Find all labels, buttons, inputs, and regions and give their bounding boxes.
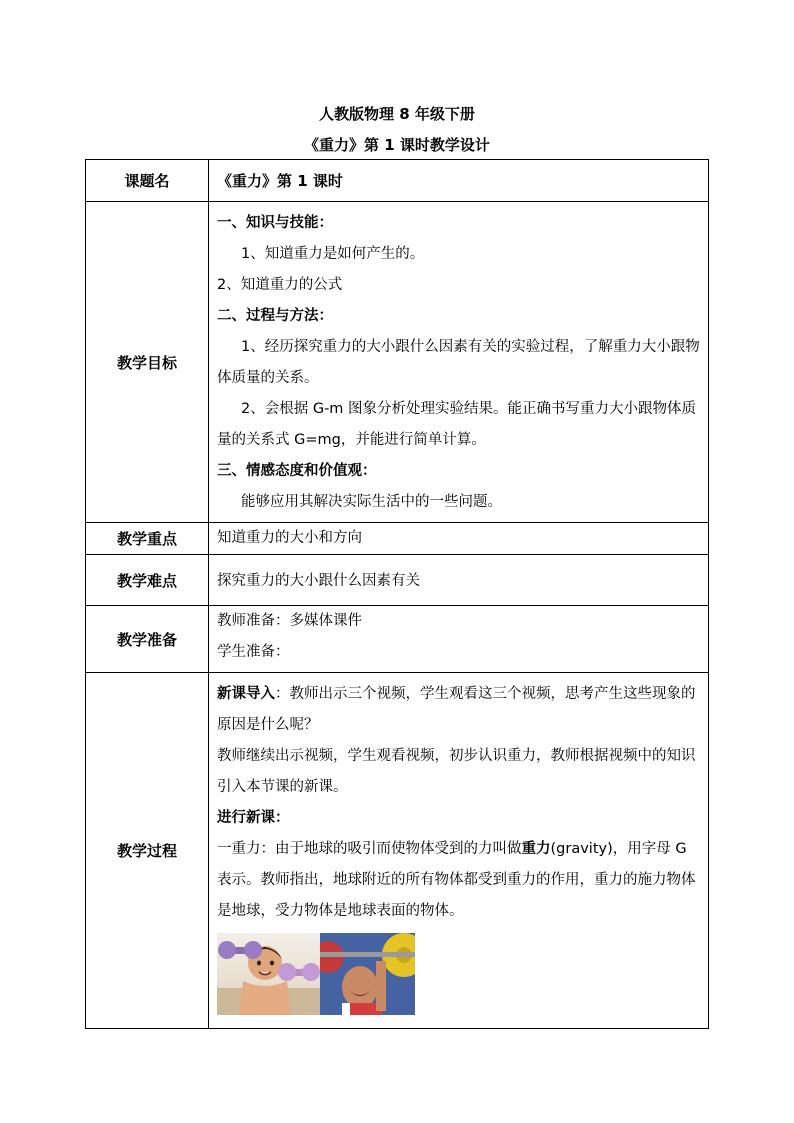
key-value: 知道重力的大小和方向 (209, 523, 709, 555)
goals-process-1: 1、经历探究重力的大小跟什么因素有关的实验过程，了解重力大小跟物体质量的关系。 (217, 339, 700, 386)
weightlifter-photo (320, 933, 415, 1015)
doc-subtitle: 《重力》第 1 课时教学设计 (304, 136, 490, 154)
lesson-plan-table (85, 159, 709, 1029)
label-goals: 教学目标 (86, 202, 209, 523)
topic-value: 《重力》第 1 课时 (209, 160, 709, 202)
gravity-definition (217, 834, 700, 927)
label-prep: 教学准备 (86, 606, 209, 673)
label-process: 教学过程 (86, 673, 209, 1029)
gravity-text-2: (gravity)，用字母 G 表示。教师指出，地球附近的所有物体都受到重力的作用，重力的施力物体是地球，受力物体是地球表面的物体。 (217, 841, 696, 919)
goals-emotion-1: 能够应用其解决实际生活中的一些问题。 (241, 494, 502, 510)
doc-title: 人教版物理 8 年级下册 (319, 105, 475, 123)
intro-heading: 新课导入 (217, 686, 275, 702)
process-intro (217, 679, 700, 741)
difficulty-value: 探究重力的大小跟什么因素有关 (209, 555, 709, 606)
row-prep (86, 606, 709, 673)
prep-content (209, 606, 709, 673)
prep-teacher: 教师准备：多媒体课件 (217, 613, 362, 629)
intro-text: ：教师出示三个视频，学生观看这三个视频，思考产生这些现象的原因是什么呢？ (217, 686, 696, 733)
process-continue: 教师继续出示视频，学生观看视频，初步认识重力，教师根据视频中的知识引入本节课的新课。 (217, 748, 696, 795)
goals-knowledge-2: 2、知道重力的公式 (217, 277, 343, 293)
label-difficulty: 教学难点 (86, 555, 209, 606)
goals-content (209, 202, 709, 523)
row-topic (86, 160, 709, 202)
row-difficulty (86, 555, 709, 606)
gravity-text-1: 一重力：由于地球的吸引而使物体受到的力叫做 (217, 841, 522, 857)
gravity-term: 重力 (521, 841, 551, 857)
prep-student: 学生准备： (217, 644, 290, 660)
goals-process-2: 2、会根据 G-m 图象分析处理实验结果。能正确书写重力大小跟物体质量的关系式 G=mg，并能进行简单计算。 (217, 401, 697, 448)
row-key (86, 523, 709, 555)
goals-heading-3: 三、情感态度和价值观： (217, 463, 377, 479)
new-lesson-heading: 进行新课： (217, 810, 290, 826)
goals-heading-2: 二、过程与方法： (217, 308, 333, 324)
row-process (86, 673, 709, 1029)
goals-heading-1: 一、知识与技能： (217, 215, 333, 231)
row-goals (86, 202, 709, 523)
child-dumbbell-photo (217, 933, 320, 1015)
photo-strip (217, 933, 700, 1015)
label-key: 教学重点 (86, 523, 209, 555)
goals-knowledge-1: 1、知道重力是如何产生的。 (241, 246, 425, 262)
label-topic: 课题名 (86, 160, 209, 202)
process-content (209, 673, 709, 1029)
